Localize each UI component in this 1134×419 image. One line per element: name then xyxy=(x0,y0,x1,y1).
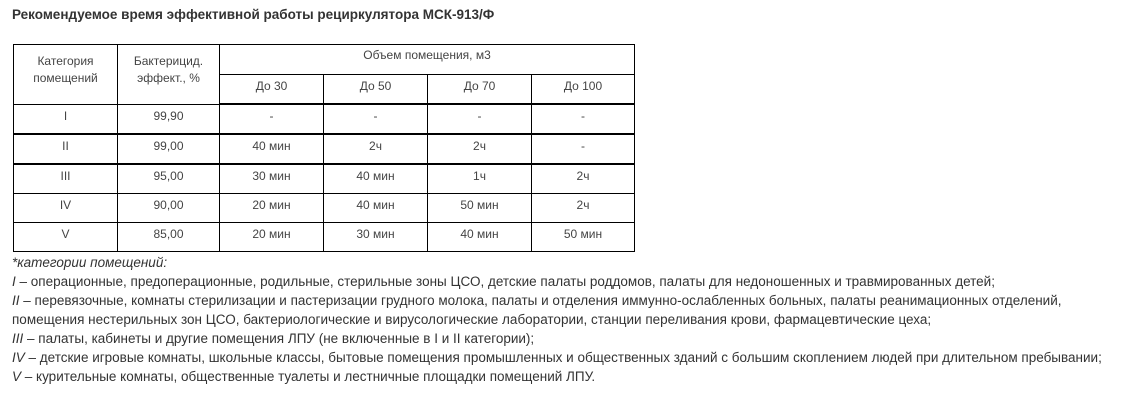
row-value: 2ч xyxy=(532,164,635,194)
row-efficiency: 85,00 xyxy=(118,223,220,252)
header-volume-100: До 100 xyxy=(532,75,635,105)
header-category-line2: помещений xyxy=(33,71,98,85)
row-efficiency: 90,00 xyxy=(118,194,220,223)
row-category: I xyxy=(14,104,118,134)
row-value: 40 мин xyxy=(324,164,428,194)
row-value: 2ч xyxy=(324,134,428,164)
header-efficiency xyxy=(118,45,220,105)
row-value: 1ч xyxy=(428,164,532,194)
row-value: - xyxy=(428,104,532,134)
header-category xyxy=(14,45,118,105)
row-efficiency: 95,00 xyxy=(118,164,220,194)
row-value: 20 мин xyxy=(220,194,324,223)
table-header-row xyxy=(14,45,635,75)
note-text: – перевязочные, комнаты стерилизации и пастеризации грудного молока, палаты и отделения иммунно-ослабленных больных, палаты реанимационных отделений, помещения нестерильных зон ЦСО, бактериологические и вирусологические лаборатории, станции переливания крови, фармацевтические цеха; xyxy=(12,293,1062,327)
row-efficiency: 99,00 xyxy=(118,134,220,164)
row-category: II xyxy=(14,134,118,164)
note-roman: IV xyxy=(12,350,25,365)
note-roman: I xyxy=(12,274,16,289)
row-value: 2ч xyxy=(532,194,635,223)
row-value: - xyxy=(220,104,324,134)
row-value: 50 мин xyxy=(532,223,635,252)
row-value: 20 мин xyxy=(220,223,324,252)
note-roman: III xyxy=(12,331,24,346)
table-row xyxy=(14,134,635,164)
row-value: - xyxy=(532,104,635,134)
note-roman: II xyxy=(12,293,20,308)
row-value: 30 мин xyxy=(324,223,428,252)
note-text: – операционные, предоперационные, родильные, стерильные зоны ЦСО, детские палаты роддомов, палаты для недоношенных и травмированных детей; xyxy=(15,274,995,289)
recirculator-time-table xyxy=(13,44,635,252)
category-notes xyxy=(12,253,1127,386)
row-category: IV xyxy=(14,194,118,223)
row-value: 40 мин xyxy=(220,134,324,164)
row-value: 40 мин xyxy=(428,223,532,252)
header-efficiency-line2: эффект., % xyxy=(137,71,200,85)
note-text: – детские игровые комнаты, школьные классы, бытовые помещения промышленных и общественных зданий с большим скоплением людей при длительном пребывании; xyxy=(24,350,1102,365)
row-efficiency: 99,90 xyxy=(118,104,220,134)
note-item xyxy=(12,329,1127,348)
table-row xyxy=(14,164,635,194)
row-category: V xyxy=(14,223,118,252)
row-value: - xyxy=(324,104,428,134)
note-text: – курительные комнаты, общественные туалеты и лестничные площадки помещений ЛПУ. xyxy=(21,369,596,384)
note-roman: V xyxy=(12,369,22,384)
header-volume-50: До 50 xyxy=(324,75,428,105)
notes-heading: *категории помещений: xyxy=(12,255,168,270)
header-volume: Объем помещения, м3 xyxy=(220,45,635,75)
note-text: – палаты, кабинеты и другие помещения ЛПУ (не включенные в I и II категории); xyxy=(23,331,535,346)
header-volume-70: До 70 xyxy=(428,75,532,105)
header-volume-30: До 30 xyxy=(220,75,324,105)
header-category-line1: Категория xyxy=(37,54,94,68)
row-value: 50 мин xyxy=(428,194,532,223)
row-value: 2ч xyxy=(428,134,532,164)
row-value: 40 мин xyxy=(324,194,428,223)
header-efficiency-line1: Бактерицид. xyxy=(133,54,204,68)
table-row xyxy=(14,104,635,134)
note-item xyxy=(12,367,1127,386)
row-value: 30 мин xyxy=(220,164,324,194)
table-row xyxy=(14,194,635,223)
note-item xyxy=(12,291,1127,329)
note-item xyxy=(12,272,1127,291)
row-category: III xyxy=(14,164,118,194)
page-title: Рекомендуемое время эффективной работы рециркулятора МСК-913/Ф xyxy=(12,7,495,22)
table-row xyxy=(14,223,635,252)
note-item xyxy=(12,348,1127,367)
row-value: - xyxy=(532,134,635,164)
